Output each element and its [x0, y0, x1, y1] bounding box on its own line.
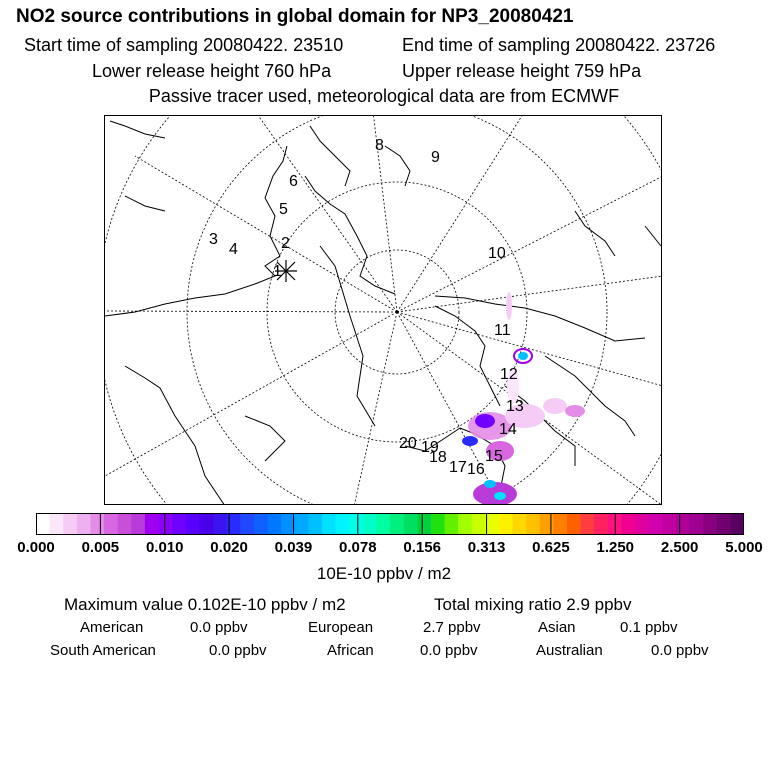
day-marker-14: 14: [499, 421, 517, 438]
colorbar-swatch: [77, 513, 91, 535]
colorbar-swatch: [63, 513, 77, 535]
lower-height-label: Lower release height 760 hPa: [92, 61, 332, 81]
total-mixing-label: Total mixing ratio 2.9 ppbv: [434, 595, 632, 614]
colorbar-swatch: [444, 513, 458, 535]
colorbar-swatch: [336, 513, 350, 535]
colorbar-swatch: [90, 513, 104, 535]
colorbar-swatch: [295, 513, 309, 535]
day-marker-3: 3: [209, 231, 218, 248]
day-marker-10: 10: [488, 245, 506, 262]
max-value-label: Maximum value 0.102E-10 ppbv / m2: [64, 595, 346, 614]
graticule: [105, 116, 662, 505]
day-marker-4: 4: [229, 241, 238, 258]
colorbar-swatch: [567, 513, 581, 535]
colorbar-swatch: [118, 513, 132, 535]
day-marker-12: 12: [500, 366, 518, 383]
colorbar-swatch: [690, 513, 704, 535]
colorbar-swatch: [649, 513, 663, 535]
colorbar-swatch: [485, 513, 499, 535]
colorbar-swatch: [417, 513, 431, 535]
colorbar-swatch: [308, 513, 322, 535]
colorbar: [36, 513, 744, 535]
colorbar-swatch: [513, 513, 527, 535]
colorbar-swatch: [730, 513, 744, 535]
start-time-label: Start time of sampling 20080422. 23510: [24, 35, 344, 55]
colorbar-swatch: [240, 513, 254, 535]
colorbar-tick-label: 5.000: [725, 539, 763, 556]
colorbar-tick-label: 0.156: [403, 539, 441, 556]
region-name-european: European: [308, 619, 374, 636]
colorbar-swatch: [131, 513, 145, 535]
region-name-australian: Australian: [536, 642, 603, 659]
colorbar-swatch: [621, 513, 635, 535]
day-marker-16: 16: [467, 461, 485, 478]
colorbar-swatch: [499, 513, 513, 535]
day-marker-13: 13: [506, 398, 524, 415]
colorbar-swatch: [431, 513, 445, 535]
colorbar-swatch: [458, 513, 472, 535]
day-marker-9: 9: [431, 149, 440, 166]
region-value-american: 0.0 ppbv: [190, 619, 248, 636]
colorbar-tick-label: 0.005: [81, 539, 120, 556]
day-marker-5: 5: [279, 201, 288, 218]
region-value-south-american: 0.0 ppbv: [209, 642, 267, 659]
colorbar-swatch: [662, 513, 676, 535]
colorbar-swatch: [104, 513, 118, 535]
region-value-european: 2.7 ppbv: [423, 619, 481, 636]
colorbar-tick-label: 0.313: [467, 539, 506, 556]
region-name-south-american: South American: [50, 642, 156, 659]
colorbar-swatch: [540, 513, 554, 535]
colorbar-tick-label: 0.000: [17, 539, 55, 556]
region-name-american: American: [80, 619, 144, 636]
colorbar-tick-label: 0.010: [145, 539, 184, 556]
colorbar-swatch: [717, 513, 731, 535]
colorbar-swatch: [363, 513, 377, 535]
colorbar-swatch: [472, 513, 486, 535]
colorbar-swatch: [50, 513, 64, 535]
colorbar-swatch: [676, 513, 690, 535]
day-marker-18: 18: [429, 449, 447, 466]
colorbar-swatch: [349, 513, 363, 535]
colorbar-swatch: [172, 513, 186, 535]
day-marker-8: 8: [375, 137, 384, 154]
colorbar-tick-label: 0.625: [532, 539, 570, 556]
colorbar-swatch: [145, 513, 159, 535]
colorbar-swatch: [159, 513, 173, 535]
chart-title: NO2 source contributions in global domain for NP3_20080421: [16, 6, 574, 27]
colorbar-swatch: [267, 513, 281, 535]
colorbar-swatch: [635, 513, 649, 535]
day-marker-19: 19: [421, 439, 439, 456]
colorbar-unit-label: 10E-10 ppbv / m2: [316, 564, 452, 583]
coastlines: [105, 121, 661, 505]
colorbar-tick-label: 0.020: [210, 539, 248, 556]
colorbar-swatch: [581, 513, 595, 535]
colorbar-swatch: [594, 513, 608, 535]
day-marker-1: 1: [273, 263, 282, 280]
day-marker-6: 6: [289, 173, 298, 190]
polar-map-panel: [104, 115, 662, 505]
colorbar-swatch: [213, 513, 227, 535]
colorbar-swatch: [553, 513, 567, 535]
region-value-asian: 0.1 ppbv: [620, 619, 678, 636]
colorbar-swatch: [199, 513, 213, 535]
colorbar-swatch: [390, 513, 404, 535]
day-marker-20: 20: [399, 435, 417, 452]
colorbar-swatch: [36, 513, 50, 535]
colorbar-swatch: [186, 513, 200, 535]
tracer-note: Passive tracer used, meteorological data are from ECMWF: [148, 86, 620, 106]
colorbar-swatch: [322, 513, 336, 535]
upper-height-label: Upper release height 759 hPa: [402, 61, 642, 81]
end-time-label: End time of sampling 20080422. 23726: [402, 35, 716, 55]
colorbar-tick-label: 2.500: [660, 539, 699, 556]
day-marker-17: 17: [449, 459, 467, 476]
colorbar-swatch: [404, 513, 418, 535]
colorbar-tick-label: 1.250: [596, 539, 635, 556]
day-marker-11: 11: [494, 322, 511, 339]
day-marker-15: 15: [485, 448, 503, 465]
region-value-african: 0.0 ppbv: [420, 642, 478, 659]
region-name-asian: Asian: [538, 619, 576, 636]
colorbar-swatch: [376, 513, 390, 535]
colorbar-swatch: [254, 513, 268, 535]
region-name-african: African: [327, 642, 374, 659]
region-value-australian: 0.0 ppbv: [651, 642, 709, 659]
colorbar-swatch: [703, 513, 717, 535]
colorbar-tick-label: 0.039: [274, 539, 313, 556]
colorbar-tick-label: 0.078: [339, 539, 377, 556]
colorbar-swatch: [526, 513, 540, 535]
polar-projection-map: [105, 116, 662, 505]
day-marker-2: 2: [281, 235, 290, 252]
